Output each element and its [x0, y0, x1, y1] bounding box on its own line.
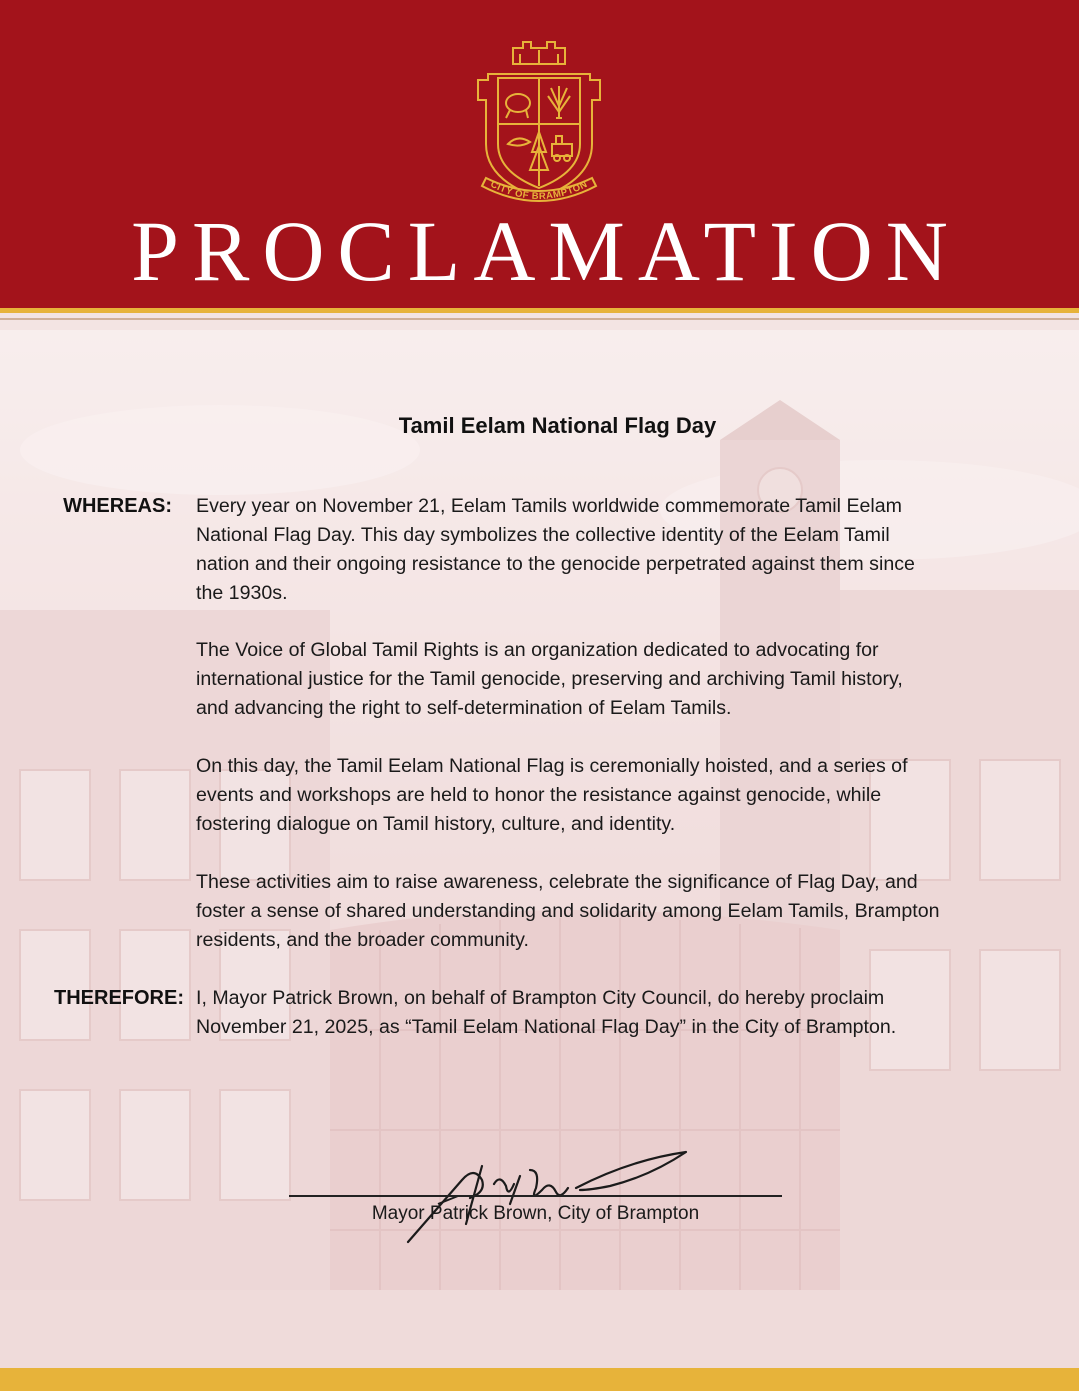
proclamation-title: Tamil Eelam National Flag Day [398, 413, 717, 438]
paragraph-line: National Flag Day. This day symbolizes the collective identity of the Eelam Tamil [196, 524, 890, 546]
paragraph-line: foster a sense of shared understanding and solidarity among Eelam Tamils, Brampton [196, 900, 940, 922]
header-divider-thin [0, 318, 1079, 320]
crest-text: CITY OF BRAMPTON [488, 178, 590, 203]
paragraph-line: the 1930s. [196, 582, 288, 604]
whereas-paragraph [196, 492, 1026, 608]
whereas-paragraph [196, 868, 1026, 955]
signature-caption: Mayor Patrick Brown, City of Brampton [371, 1203, 700, 1224]
paragraph-line: Every year on November 21, Eelam Tamils worldwide commemorate Tamil Eelam [196, 495, 902, 517]
heading-text: PROCLAMATION [131, 203, 961, 299]
page-heading [0, 203, 1079, 299]
paragraph-line: events and workshops are held to honor the resistance against genocide, while [196, 784, 882, 806]
footer-bar [0, 1368, 1079, 1391]
paragraph-line: residents, and the broader community. [196, 929, 529, 951]
paragraph-line: fostering dialogue on Tamil history, culture, and identity. [196, 813, 676, 835]
signature-line [289, 1195, 782, 1197]
whereas-label: WHEREAS: [63, 495, 172, 517]
paragraph-line: and advancing the right to self-determination of Eelam Tamils. [196, 697, 732, 719]
paragraph-line: nation and their ongoing resistance to the genocide perpetrated against them since [196, 553, 915, 575]
paragraph-line: international justice for the Tamil genocide, preserving and archiving Tamil history, [196, 668, 903, 690]
whereas-paragraph [196, 636, 1026, 723]
city-crest-icon [468, 40, 610, 206]
whereas-paragraph [196, 752, 1026, 839]
paragraph-line: I, Mayor Patrick Brown, on behalf of Brampton City Council, do hereby proclaim [196, 987, 885, 1009]
paragraph-line: November 21, 2025, as “Tamil Eelam National Flag Day” in the City of Brampton. [196, 1016, 897, 1038]
paragraph-line: On this day, the Tamil Eelam National Flag is ceremonially hoisted, and a series of [196, 755, 908, 777]
paragraph-line: The Voice of Global Tamil Rights is an organization dedicated to advocating for [196, 639, 879, 661]
paragraph-line: These activities aim to raise awareness, celebrate the significance of Flag Day, and [196, 871, 918, 893]
header-divider [0, 308, 1079, 313]
therefore-paragraph [196, 984, 1026, 1042]
therefore-label: THEREFORE: [54, 987, 184, 1009]
